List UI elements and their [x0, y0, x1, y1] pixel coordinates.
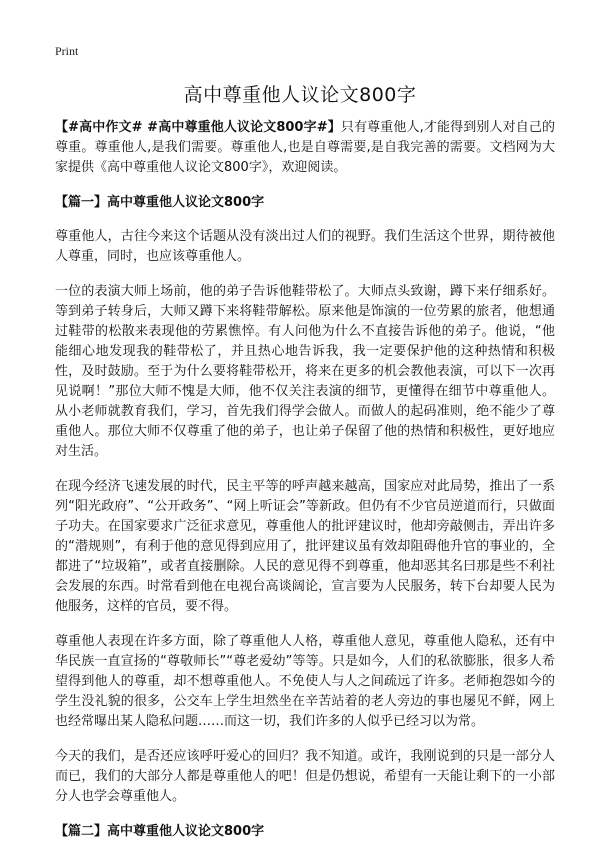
document-body — [55, 118, 555, 856]
print-label: Print — [55, 44, 79, 58]
paragraph: 在现今经济飞速发展的时代，民主平等的呼声越来越高，国家应对此局势，推出了一系列“阳光政府”、“公开政务”、“网上听证会”等新政。但仍有不少官员逆道而行，只做面子功夫。在国家要求广泛征求意见，尊重他人的批评建议时，他却旁敲侧击，弄出许多的“潜规则”，有利于他的意见得到应用了，批评建议虽有效却阻碍他升官的事业的，全都进了“垃圾箱”，或者直接删除。人民的意见得不到尊重，他却恶其名曰那是些不利社会发展的东西。时常看到他在电视台高谈阔论，宣言要为人民服务，转下台却要人民为他服务，这样的官员，要不得。 — [55, 479, 555, 614]
section-heading-2: 【篇二】高中尊重他人议论文800字 — [55, 824, 265, 839]
paragraph: 尊重他人，古往今来这个话题从没有淡出过人们的视野。我们生活这个世界，期待被他人尊重，同时，也应该尊重他人。 — [55, 229, 555, 264]
intro-text: 只有尊重他人,才能得到别人对自己的尊重。尊重他人,是我们需要。尊重他人,也是自尊需要,是自我完善的需要。文档网为大家提供《高中尊重他人议论文800字》，欢迎阅读。 — [55, 120, 555, 175]
document-title: 高中尊重他人议论文800字 — [183, 84, 417, 106]
intro-tag: 【#高中作文# #高中尊重他人议论文800字#】 — [55, 120, 341, 135]
paragraph: 今天的我们，是否还应该呼吁爱心的回归？我不知道。或许，我刚说到的只是一部分人而已，我们的大部分人都是尊重他人的吧！但是仍想说，希望有一天能让剩下的一小部分人也学会尊重他人。 — [55, 749, 555, 804]
paragraph: 尊重他人表现在许多方面，除了尊重他人人格，尊重他人意见，尊重他人隐私，还有中华民族一直宣扬的“尊敬师长”“尊老爱幼”等等。只是如今，人们的私欲膨胀，很多人希望得到他人的尊重，却不想尊重他人。不免使人与人之间疏远了许多。老师抱怨如今的学生没礼貌的很多，公交车上学生坦然坐在辛苦站着的老人旁边的事也屡见不鲜，网上也经常曝出某人隐私问题……而这一切，我们许多的人似乎已经习以为常。 — [55, 634, 555, 729]
section-heading-1: 【篇一】高中尊重他人议论文800字 — [55, 195, 265, 210]
paragraph: 一位的表演大师上场前，他的弟子告诉他鞋带松了。大师点头致谢，蹲下来仔细系好。等到弟子转身后，大师又蹲下来将鞋带解松。原来他是饰演的一位劳累的旅者，他想通过鞋带的松散来表现他的劳累憔悴。有人问他为什么不直接告诉他的弟子。他说，“他能细心地发现我的鞋带松了，并且热心地告诉我，我一定要保护他的这种热情和积极性，及时鼓励。至于为什么要将鞋带松开，将来在更多的机会教他表演，可以下一次再见说啊！”那位大师不愧是大师，他不仅关注表演的细节，更懂得在细节中尊重他人。从小老师就教育我们，学习，首先我们得学会做人。而做人的起码准则，绝不能少了尊重他人。那位大师不仅尊重了他的弟子，也让弟子保留了他的热情和积极性，更好地应对生活。 — [55, 284, 555, 459]
intro-paragraph — [55, 118, 555, 178]
